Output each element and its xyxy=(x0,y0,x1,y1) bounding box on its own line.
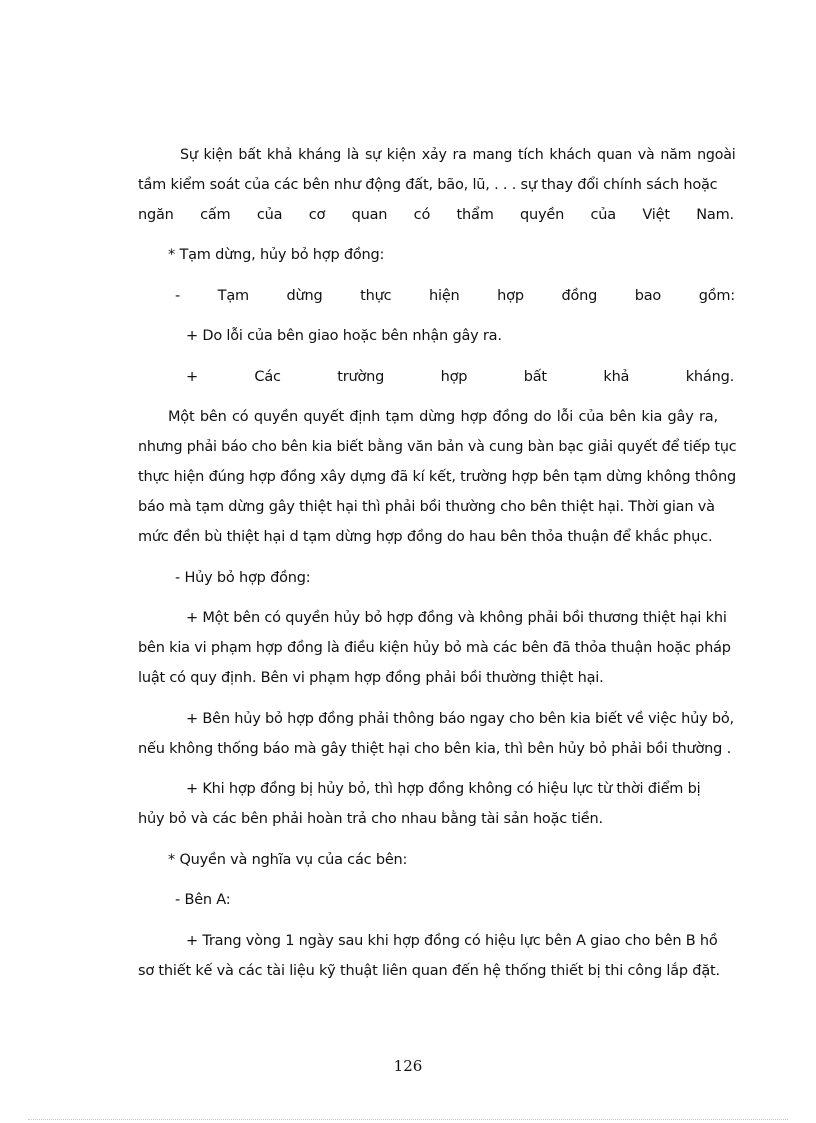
paragraph-line: sơ thiết kế và các tài liệu kỹ thuật liên quan đến hệ thống thiết bị thi công lắp đặt. xyxy=(138,963,720,979)
page-number: 126 xyxy=(393,1057,423,1075)
word: Các xyxy=(254,369,281,385)
paragraph-line: + Bên hủy bỏ hợp đồng phải thông báo ngay cho bên kia biết về việc hủy bỏ, xyxy=(186,711,734,727)
word: Tạm xyxy=(217,288,249,304)
word: kháng. xyxy=(685,369,734,385)
paragraph-line: + Một bên có quyền hủy bỏ hợp đồng và không phải bồi thương thiệt hại khi xyxy=(186,610,727,626)
word: + xyxy=(186,369,198,385)
word: có xyxy=(413,207,431,223)
word: cơ xyxy=(308,207,326,223)
word: Nam. xyxy=(696,207,734,223)
word: thẩm xyxy=(456,207,494,223)
justified-line xyxy=(186,367,734,387)
word: gồm: xyxy=(698,288,735,304)
paragraph-line: hủy bỏ và các bên phải hoàn trả cho nhau bằng tài sản hoặc tiền. xyxy=(138,811,603,827)
word: khả xyxy=(603,369,630,385)
paragraph-line: báo mà tạm dừng gây thiệt hại thì phải bồi thường cho bên thiệt hại. Thời gian và xyxy=(138,499,715,515)
word: bất xyxy=(523,369,547,385)
word: trường xyxy=(337,369,385,385)
word: bao xyxy=(634,288,662,304)
word: dừng xyxy=(286,288,323,304)
paragraph-line: tầm kiểm soát của các bên như động đất, bão, lũ, . . . sự thay đổi chính sách hoặc xyxy=(138,177,718,193)
paragraph-line: nhưng phải báo cho bên kia biết bằng văn bản và cung bàn bạc giải quyết để tiếp tục xyxy=(138,439,737,455)
word: thực xyxy=(360,288,392,304)
word: hợp xyxy=(497,288,524,304)
paragraph-line: mức đền bù thiệt hại d tạm dừng hợp đồng do hau bên thỏa thuận để khắc phục. xyxy=(138,529,713,545)
justified-line xyxy=(138,205,734,225)
word: Việt xyxy=(642,207,670,223)
word: hợp xyxy=(440,369,468,385)
paragraph-line: + Khi hợp đồng bị hủy bỏ, thì hợp đồng không có hiệu lực từ thời điểm bị xyxy=(186,781,701,797)
paragraph-line: + Trang vòng 1 ngày sau khi hợp đồng có hiệu lực bên A giao cho bên B hồ xyxy=(186,933,718,949)
word: - xyxy=(175,288,181,304)
section-heading: - Bên A: xyxy=(175,892,231,908)
paragraph-line: luật có quy định. Bên vi phạm hợp đồng phải bồi thường thiệt hại. xyxy=(138,670,604,686)
word: đồng xyxy=(561,288,598,304)
section-heading: * Quyền và nghĩa vụ của các bên: xyxy=(168,852,408,868)
word: quan xyxy=(351,207,388,223)
word: của xyxy=(256,207,283,223)
word: ngăn xyxy=(138,207,174,223)
word: hiện xyxy=(429,288,460,304)
justified-line xyxy=(175,286,735,306)
paragraph-line: nếu không thống báo mà gây thiệt hại cho bên kia, thì bên hủy bỏ phải bồi thường . xyxy=(138,741,731,757)
paragraph-line: Sự kiện bất khả kháng là sự kiện xảy ra mang tích khách quan và năm ngoài xyxy=(180,147,736,163)
list-item: + Do lỗi của bên giao hoặc bên nhận gây ra. xyxy=(186,328,502,344)
footer-rule xyxy=(28,1119,788,1120)
section-heading: * Tạm dừng, hủy bỏ hợp đồng: xyxy=(168,247,385,263)
paragraph-line: bên kia vi phạm hợp đồng là điều kiện hủy bỏ mà các bên đã thỏa thuận hoặc pháp xyxy=(138,640,731,656)
section-heading: - Hủy bỏ hợp đồng: xyxy=(175,570,311,586)
word: quyền xyxy=(520,207,565,223)
word: cấm xyxy=(200,207,231,223)
paragraph-line: Một bên có quyền quyết định tạm dừng hợp đồng do lỗi của bên kia gây ra, xyxy=(168,409,718,425)
word: của xyxy=(590,207,616,223)
paragraph-line: thực hiện đúng hợp đồng xây dựng đã kí kết, trường hợp bên tạm dừng không thông xyxy=(138,469,736,485)
